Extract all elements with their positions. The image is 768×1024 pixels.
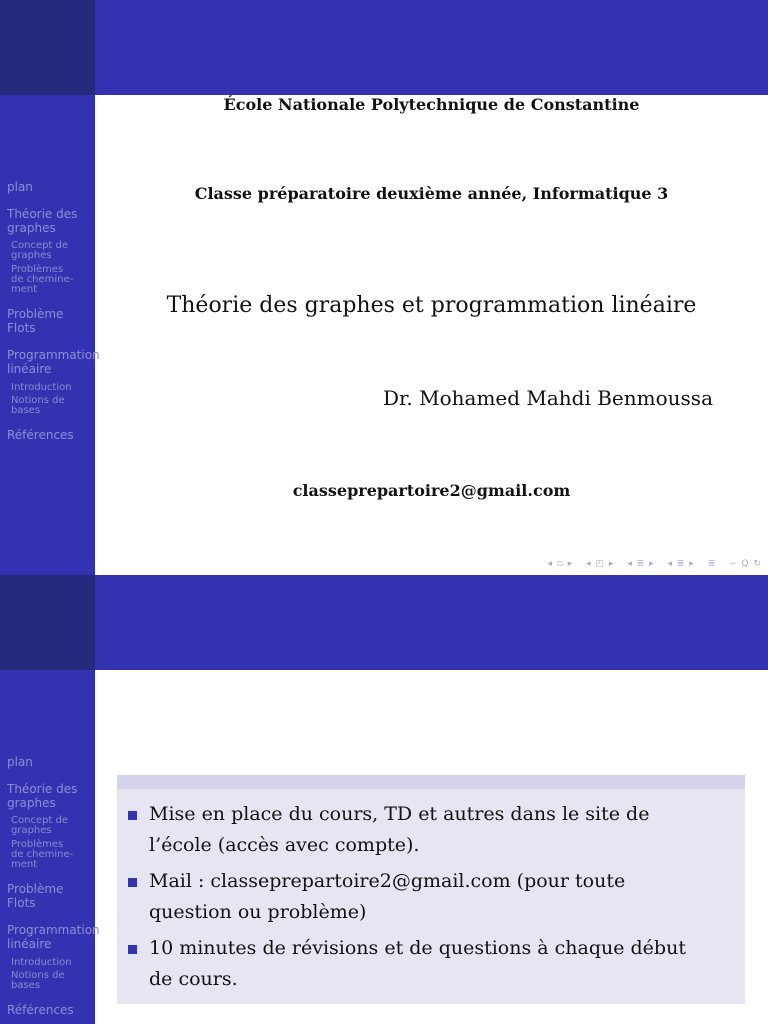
email-address: classeprepartoire2@gmail.com [292, 481, 571, 500]
sidebar-subitem-concept[interactable] [11, 241, 68, 261]
sidebar-item-label: graphes [7, 221, 56, 235]
sidebar-item-probleme-flots[interactable] [7, 882, 63, 910]
list-item-line: Mail : classeprepartoire2@gmail.com (pour toute [149, 870, 626, 892]
list-item-line: Mise en place du cours, TD et autres dans le site de [149, 803, 650, 825]
list-item-line: question ou problème) [149, 901, 367, 923]
class-name: Classe préparatoire deuxième année, Informatique 3 [194, 184, 669, 203]
sidebar-item-label: graphes [11, 825, 52, 836]
info-block-header [117, 775, 745, 789]
sidebar-item-label: Notions de [11, 395, 65, 406]
sidebar-subitem-problemes[interactable] [11, 840, 73, 870]
sidebar-item-label: graphes [7, 796, 56, 810]
sidebar-item-label: Problème [7, 882, 64, 896]
sidebar-item-references[interactable]: Références [7, 428, 74, 442]
sidebar-subitem-concept[interactable] [11, 816, 68, 836]
page-title: Théorie des graphes et programmation linéaire [166, 293, 697, 318]
sidebar-item-plan[interactable]: plan [7, 180, 33, 194]
list-item-line: 10 minutes de révisions et de questions à chaque début [149, 937, 686, 959]
sidebar-item-label: ment [11, 284, 38, 295]
list-item [149, 933, 729, 995]
sidebar-item-label: Théorie des [7, 782, 78, 796]
bullet-square-icon [128, 945, 137, 954]
sidebar-item-label: graphes [11, 250, 52, 261]
header-corner [0, 575, 95, 670]
slide-content [95, 670, 768, 1024]
sidebar-item-plan[interactable]: plan [7, 755, 33, 769]
beamer-nav-symbols [538, 559, 762, 569]
bullet-square-icon [128, 878, 137, 887]
sidebar-item-label: de chemine- [11, 274, 74, 285]
search-nav-icon[interactable]: ∽ Q ↻ [729, 559, 762, 569]
sidebar-item-label: de chemine- [11, 849, 74, 860]
sidebar-item-programmation[interactable] [7, 923, 100, 951]
sidebar-item-label: Problèmes [11, 264, 64, 275]
sidebar-item-label: Concept de [11, 240, 69, 251]
sidebar-item-theorie[interactable] [7, 207, 77, 235]
sidebar-item-label: Théorie des [7, 207, 78, 221]
sidebar-item-label: linéaire [7, 362, 52, 376]
info-slide [0, 575, 768, 1024]
sidebar-subitem-notions[interactable] [11, 971, 65, 991]
sidebar-item-label: Flots [7, 896, 36, 910]
sidebar-item-label: Concept de [11, 815, 69, 826]
document-nav-icon[interactable]: ≣ [707, 559, 717, 569]
sidebar-item-theorie[interactable] [7, 782, 77, 810]
subsection2-nav-icon[interactable]: ◂ ≣ ▸ [667, 559, 695, 569]
sidebar [0, 670, 100, 1024]
list-item [149, 799, 729, 861]
sidebar-item-label: Flots [7, 321, 36, 335]
sidebar-item-label: Problème [7, 307, 64, 321]
sidebar-item-label: Notions de [11, 970, 65, 981]
header-corner [0, 0, 95, 95]
sidebar-item-label: Programmation [7, 348, 100, 362]
sidebar-subitem-introduction[interactable]: Introduction [11, 382, 72, 393]
sidebar-item-label: Programmation [7, 923, 100, 937]
author-name: Dr. Mohamed Mahdi Benmoussa [383, 386, 713, 410]
header-bar [95, 0, 768, 95]
sidebar-item-probleme-flots[interactable] [7, 307, 63, 335]
sidebar-item-label: bases [11, 980, 41, 991]
list-item-line: de cours. [149, 968, 238, 990]
list-item-line: l’école (accès avec compte). [149, 834, 420, 856]
section-nav-icon[interactable]: ◂ ≣ ▸ [627, 559, 655, 569]
subsection-nav-icon[interactable]: ◂ ◰ ▸ [586, 559, 615, 569]
sidebar [0, 95, 100, 575]
info-block-body [117, 789, 745, 1004]
sidebar-item-label: linéaire [7, 937, 52, 951]
sidebar-item-label: ment [11, 859, 38, 870]
slide-content [95, 95, 768, 575]
frame-nav-icon[interactable]: ◂ ▫ ▸ [547, 559, 574, 569]
sidebar-item-references[interactable]: Références [7, 1003, 74, 1017]
sidebar-item-label: Problèmes [11, 839, 64, 850]
sidebar-item-programmation[interactable] [7, 348, 100, 376]
sidebar-subitem-problemes[interactable] [11, 265, 73, 295]
info-block [117, 775, 745, 1004]
sidebar-subitem-notions[interactable] [11, 396, 65, 416]
school-name: École Nationale Polytechnique de Constantine [223, 95, 640, 114]
header-bar [95, 575, 768, 670]
sidebar-item-label: bases [11, 405, 41, 416]
list-item [149, 866, 729, 928]
sidebar-subitem-introduction[interactable]: Introduction [11, 957, 72, 968]
bullet-square-icon [128, 811, 137, 820]
